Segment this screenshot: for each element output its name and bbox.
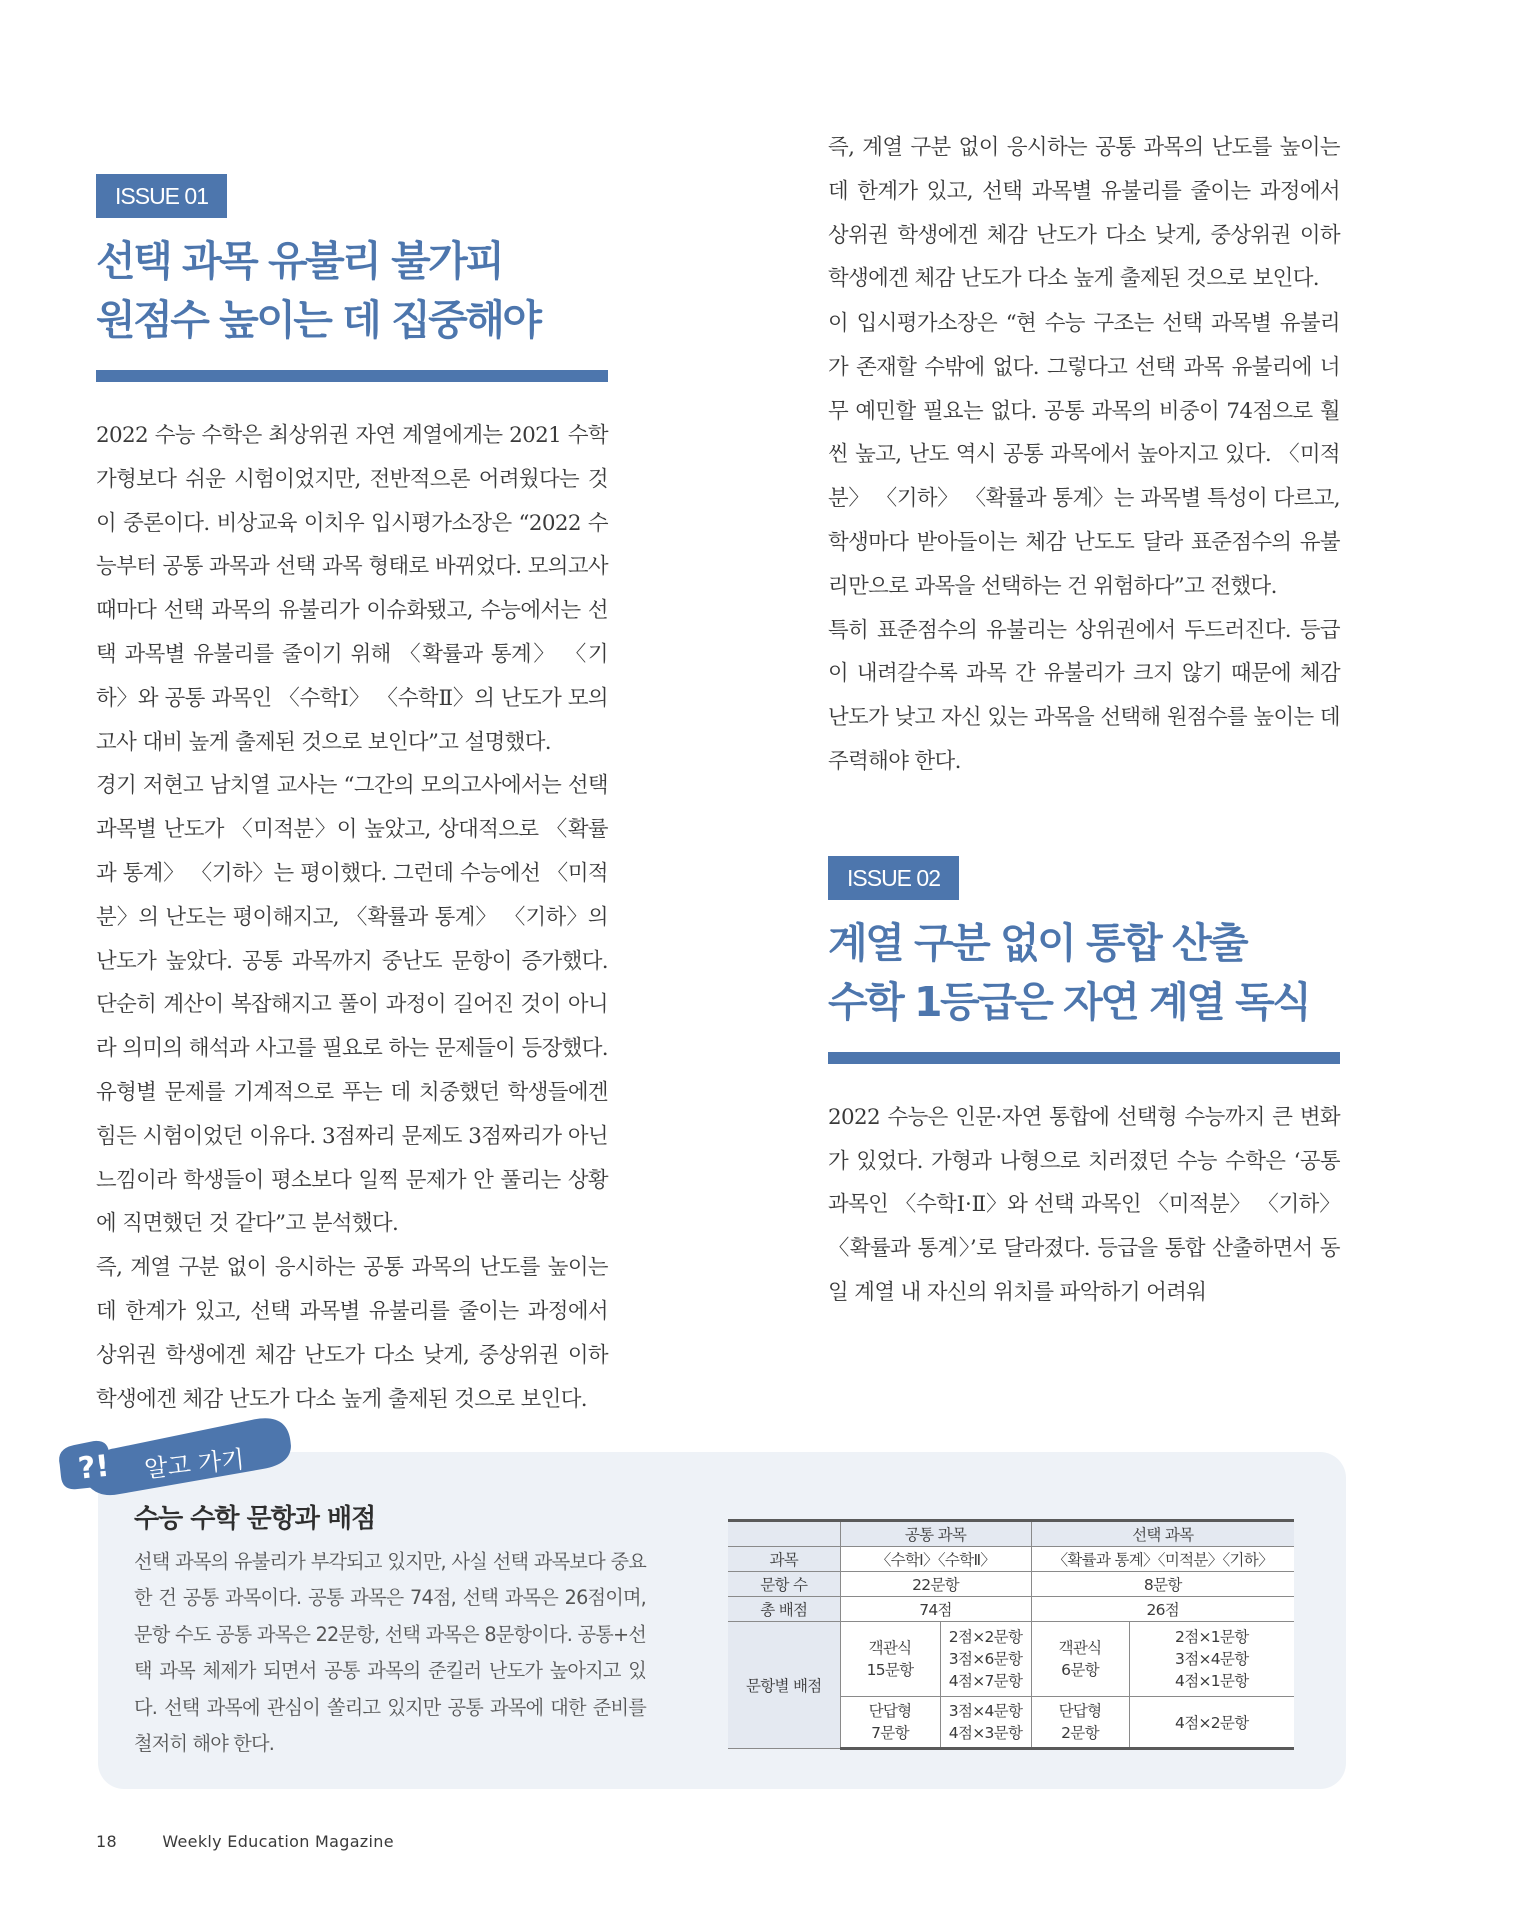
cell-elective-sa-count: 2문항 bbox=[1061, 1724, 1099, 1742]
body-paragraph: 특히 표준점수의 유불리는 상위권에서 두드러진다. 등급이 내려갈수록 과목 간 유불리가 크지 않기 때문에 체감 난도가 낮고 자신 있는 과목을 선택해 원점수를 높이는 데 주력해야 한다. bbox=[828, 617, 1340, 774]
cell-common-sa bbox=[840, 1697, 940, 1749]
info-box-title: 수능 수학 문항과 배점 bbox=[134, 1504, 376, 1534]
score-line: 2점×1문항 bbox=[1175, 1628, 1249, 1646]
row-label-subject: 과목 bbox=[728, 1547, 840, 1572]
cell-common-mc-scores bbox=[940, 1622, 1031, 1697]
left-column bbox=[96, 174, 608, 1412]
issue-02-headline-line-2: 수학 1등급은 자연 계열 독식 bbox=[828, 977, 1310, 1026]
page-footer bbox=[96, 1832, 394, 1851]
cell-elective-sa-type: 단답형 bbox=[1058, 1702, 1102, 1720]
info-box-tag-label: 알고 가기 bbox=[143, 1445, 246, 1484]
score-line: 4점×3문항 bbox=[948, 1724, 1023, 1742]
score-line: 4점×7문항 bbox=[948, 1672, 1023, 1690]
cell-elective-total: 26점 bbox=[1031, 1597, 1294, 1622]
body-paragraph: 즉, 계열 구분 없이 응시하는 공통 과목의 난도를 높이는 데 한계가 있고, 선택 과목별 유불리를 줄이는 과정에서 상위권 학생에겐 체감 난도가 다소 낮게, 중상위권 이하 학생에겐 체감 난도가 다소 높게 출제된 것으로 보인다. bbox=[96, 1255, 608, 1412]
cell-common-sa-type: 단답형 bbox=[868, 1702, 912, 1720]
score-line: 4점×1문항 bbox=[1175, 1672, 1249, 1690]
cell-elective-subjects: 〈확률과 통계〉〈미적분〉〈기하〉 bbox=[1031, 1547, 1294, 1572]
cell-elective-mc bbox=[1031, 1622, 1129, 1697]
body-paragraph: 2022 수능 수학은 최상위권 자연 계열에게는 2021 수학 가형보다 쉬운 시험이었지만, 전반적으론 어려웠다는 것이 중론이다. 비상교육 이치우 입시평가소장은 “2022 수능부터 공통 과목과 선택 과목 형태로 바뀌었다. 모의고사 때마다 선택 과목의 유불리가 이슈화됐고, 수능에서는 선택 과목별 유불리를 줄이기 위해 〈확률과 통계〉 〈기하〉와 공통 과목인 〈수학Ⅰ〉 〈수학Ⅱ〉의 난도가 모의고사 대비 높게 출제된 것으로 보인다”고 설명했다. bbox=[96, 423, 608, 755]
question-exclaim-icon: ?! bbox=[76, 1448, 112, 1487]
row-label-scores: 문항별 배점 bbox=[728, 1622, 840, 1749]
score-line: 3점×4문항 bbox=[948, 1702, 1023, 1720]
score-line: 2점×2문항 bbox=[948, 1628, 1023, 1646]
cell-elective-mc-count: 6문항 bbox=[1061, 1661, 1099, 1679]
score-line: 3점×4문항 bbox=[1175, 1650, 1249, 1668]
right-column bbox=[828, 135, 1340, 1315]
issue-02-badge: ISSUE 02 bbox=[828, 856, 959, 900]
issue-01-body-continued bbox=[828, 126, 1340, 302]
cell-elective-sa bbox=[1031, 1697, 1129, 1749]
issue-02-headline-line-1: 계열 구분 없이 통합 산출 bbox=[828, 918, 1247, 967]
cell-elective-mc-type: 객관식 bbox=[1058, 1639, 1102, 1657]
header-common: 공통 과목 bbox=[840, 1521, 1031, 1547]
cell-common-subjects: 〈수학Ⅰ〉〈수학Ⅱ〉 bbox=[840, 1547, 1031, 1572]
cell-elective-mc-scores bbox=[1129, 1622, 1294, 1697]
page-number: 18 bbox=[96, 1832, 117, 1851]
cell-common-sa-scores bbox=[940, 1697, 1031, 1749]
issue-01-headline-line-2: 원점수 높이는 데 집중해야 bbox=[96, 296, 540, 344]
body-paragraph: 2022 수능은 인문·자연 통합에 선택형 수능까지 큰 변화가 있었다. 가형과 나형으로 치러졌던 수능 수학은 ‘공통 과목인 〈수학Ⅰ·Ⅱ〉와 선택 과목인 〈미적분〉 〈기하〉 〈확률과 통계〉’로 달라졌다. 등급을 통합 산출하면서 동일 계열 내 자신의 위치를 파악하기 어려워 bbox=[828, 1104, 1340, 1305]
score-table bbox=[728, 1519, 1294, 1750]
issue-01-body bbox=[96, 414, 608, 1412]
cell-common-mc-count: 15문항 bbox=[866, 1661, 914, 1679]
cell-common-sa-count: 7문항 bbox=[871, 1724, 909, 1742]
score-line: 3점×6문항 bbox=[948, 1650, 1023, 1668]
body-paragraph: 즉, 계열 구분 없이 응시하는 공통 과목의 난도를 높이는 데 한계가 있고, 선택 과목별 유불리를 줄이는 과정에서 상위권 학생에겐 체감 난도가 다소 낮게, 중상위권 이하 학생에겐 체감 난도가 다소 높게 출제된 것으로 보인다. bbox=[828, 135, 1340, 292]
header-elective: 선택 과목 bbox=[1031, 1521, 1294, 1547]
cell-common-mc-type: 객관식 bbox=[868, 1639, 912, 1657]
issue-01-headline-line-1: 선택 과목 유불리 불가피 bbox=[96, 237, 503, 285]
issue-01-headline bbox=[96, 232, 608, 350]
issue-02-body bbox=[828, 1096, 1340, 1315]
info-box-tag bbox=[56, 1432, 296, 1494]
cell-elective-count: 8문항 bbox=[1031, 1572, 1294, 1597]
cell-common-mc bbox=[840, 1622, 940, 1697]
magazine-name: Weekly Education Magazine bbox=[162, 1832, 394, 1851]
cell-common-total: 74점 bbox=[840, 1597, 1031, 1622]
body-paragraph: 이 입시평가소장은 “현 수능 구조는 선택 과목별 유불리가 존재할 수밖에 없다. 그렇다고 선택 과목 유불리에 너무 예민할 필요는 없다. 공통 과목의 비중이 74점으로 훨씬 높고, 난도 역시 공통 과목에서 높아지고 있다. 〈미적분〉 〈기하〉 〈확률과 통계〉는 과목별 특성이 다르고, 학생마다 받아들이는 체감 난도도 달라 표준점수의 유불리만으로 과목을 선택하는 건 위험하다”고 전했다. bbox=[828, 311, 1340, 599]
table-corner-cell bbox=[728, 1521, 840, 1547]
issue-02-rule bbox=[828, 1052, 1340, 1064]
issue-01-rule bbox=[96, 370, 608, 382]
row-label-total: 총 배점 bbox=[728, 1597, 840, 1622]
issue-02-headline bbox=[828, 914, 1340, 1032]
issue-01-badge: ISSUE 01 bbox=[96, 174, 227, 218]
info-box-text: 선택 과목의 유불리가 부각되고 있지만, 사실 선택 과목보다 중요한 건 공통 과목이다. 공통 과목은 74점, 선택 과목은 26점이며, 문항 수도 공통 과목은 22문항, 선택 과목은 8문항이다. 공통+선택 과목 체제가 되면서 공통 과목의 준킬러 난도가 높아지고 있다. 선택 과목에 관심이 쏠리고 있지만 공통 과목에 대한 준비를 철저히 해야 한다. bbox=[134, 1550, 646, 1756]
cell-common-count: 22문항 bbox=[840, 1572, 1031, 1597]
row-label-count: 문항 수 bbox=[728, 1572, 840, 1597]
body-paragraph: 경기 저현고 남치열 교사는 “그간의 모의고사에서는 선택 과목별 난도가 〈미적분〉이 높았고, 상대적으로 〈확률과 통계〉 〈기하〉는 평이했다. 그런데 수능에선 〈미적분〉의 난도는 평이해지고, 〈확률과 통계〉 〈기하〉의 난도가 높았다. 공통 과목까지 중난도 문항이 증가했다. 단순히 계산이 복잡해지고 풀이 과정이 길어진 것이 아니라 의미의 해석과 사고를 필요로 하는 문제들이 등장했다. 유형별 문제를 기계적으로 푸는 데 치중했던 학생들에겐 힘든 시험이었던 이유다. 3점짜리 문제도 3점짜리가 아닌 느낌이라 학생들이 평소보다 일찍 문제가 안 풀리는 상황에 직면했던 것 같다”고 분석했다. bbox=[96, 773, 608, 1237]
cell-elective-sa-scores: 4점×2문항 bbox=[1129, 1697, 1294, 1749]
